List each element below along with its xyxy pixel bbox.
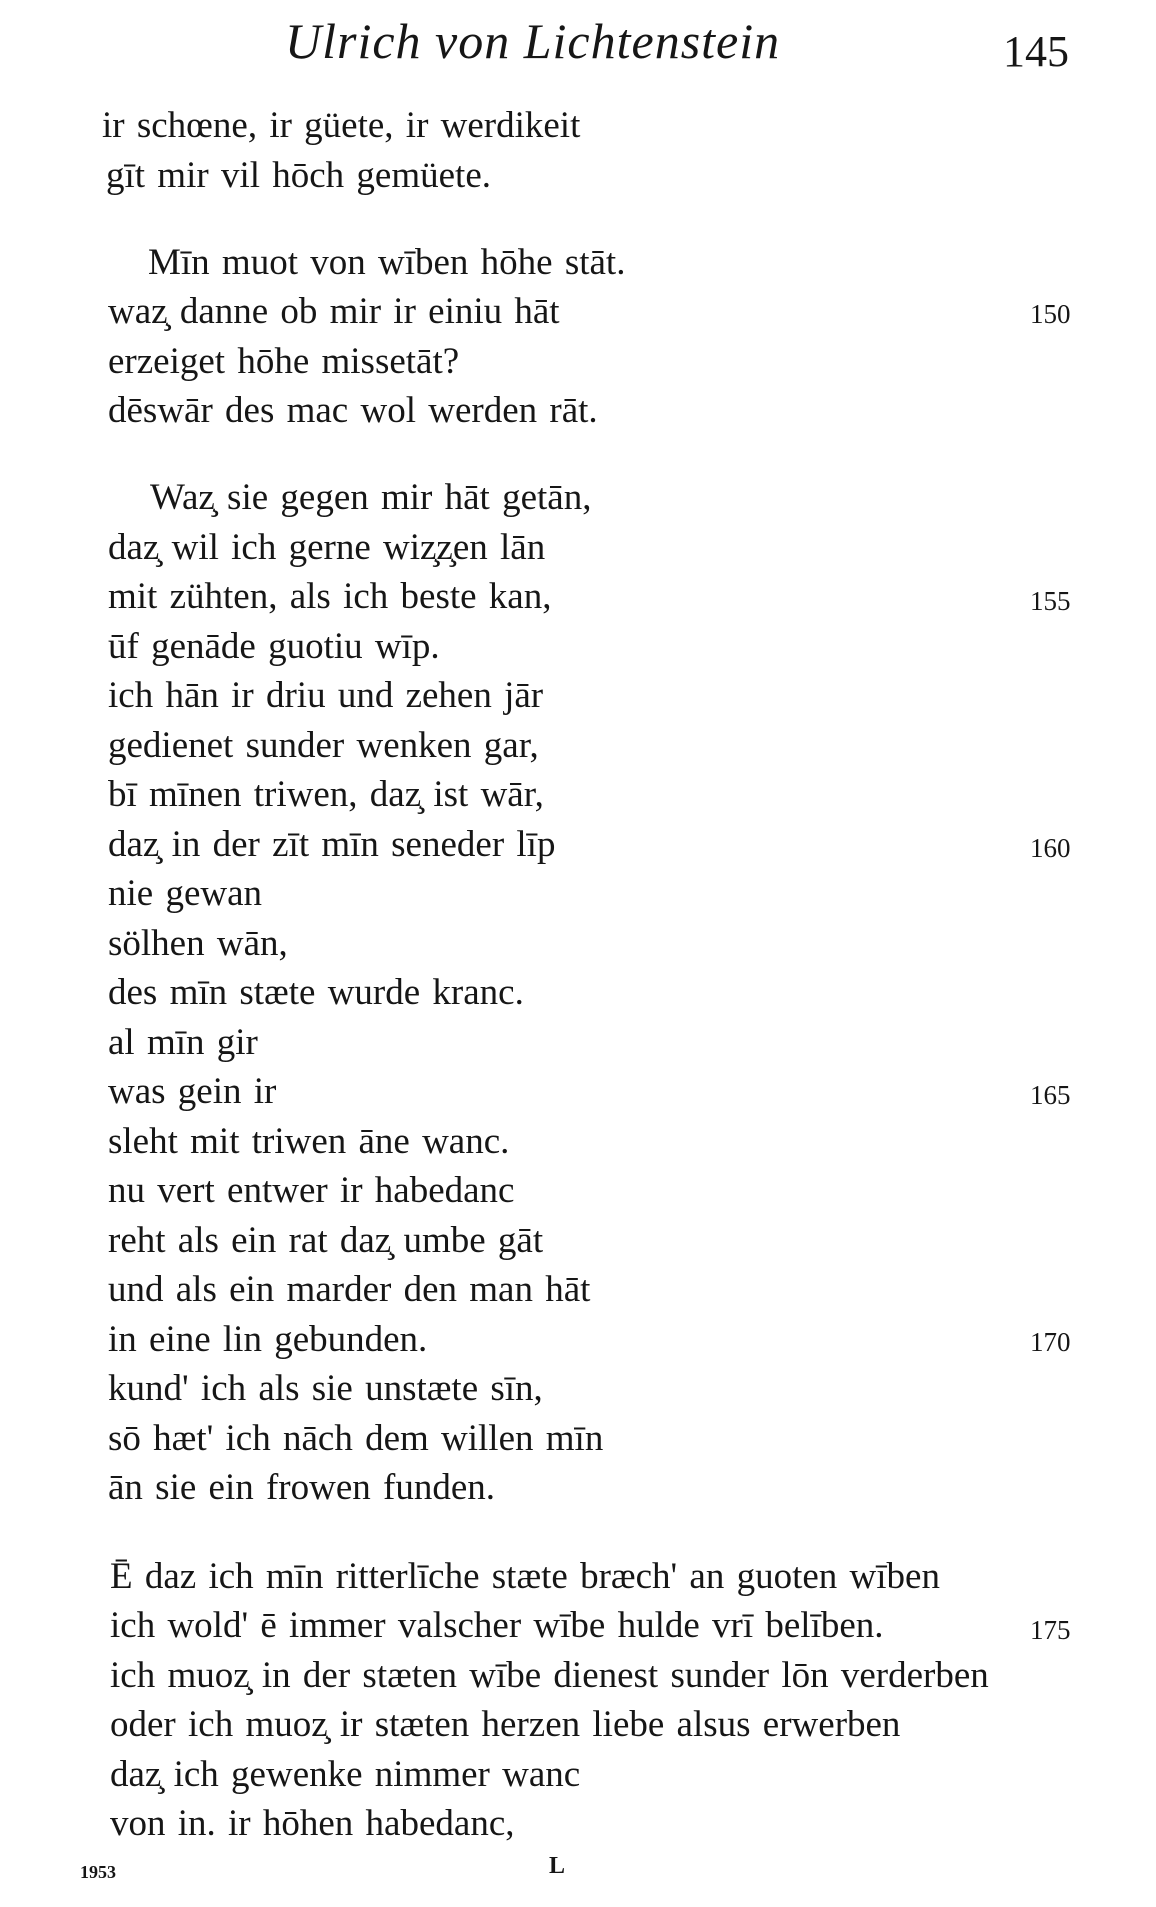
verse-line: daz̧ ich gewenke nimmer wanc bbox=[110, 1754, 581, 1795]
line-number: 175 bbox=[1030, 1615, 1071, 1645]
verse-line: Ē daz ich mīn ritterlīche stæte bræch' an guoten wīben bbox=[110, 1556, 940, 1597]
verse-line: des mīn stæte wurde kranc. bbox=[108, 972, 524, 1013]
signature-mark: L bbox=[549, 1853, 566, 1879]
verse-line: Waz̧ sie gegen mir hāt getān, bbox=[150, 477, 592, 518]
verse-line: daz̧ in der zīt mīn seneder līp bbox=[108, 824, 556, 865]
verse-line: gīt mir vil hōch gemüete. bbox=[106, 155, 491, 196]
line-number: 165 bbox=[1030, 1080, 1071, 1110]
verse-line: ich wold' ē immer valscher wībe hulde vrī belīben. bbox=[110, 1605, 884, 1646]
verse-line: dēswār des mac wol werden rāt. bbox=[108, 390, 598, 431]
verse-line: nie gewan bbox=[108, 873, 263, 914]
line-number: 155 bbox=[1030, 586, 1071, 616]
page-number: 145 bbox=[1003, 27, 1069, 76]
verse-line: waz̧ danne ob mir ir einiu hāt bbox=[108, 291, 560, 332]
running-title: Ulrich von Lichtenstein bbox=[285, 13, 781, 69]
verse-line: sleht mit triwen āne wanc. bbox=[108, 1121, 510, 1162]
line-number: 160 bbox=[1030, 833, 1071, 863]
verse-line: und als ein marder den man hāt bbox=[108, 1269, 591, 1310]
verse-line: ūf genāde guotiu wīp. bbox=[108, 626, 440, 667]
verse-line: in eine lin gebunden. bbox=[108, 1319, 428, 1360]
footer-signature: 1953 bbox=[80, 1862, 116, 1882]
line-number: 170 bbox=[1030, 1327, 1071, 1357]
verse-line: was gein ir bbox=[108, 1071, 277, 1112]
verse-line: von in. ir hōhen habedanc, bbox=[110, 1803, 515, 1844]
verse-line: ān sie ein frowen funden. bbox=[108, 1467, 496, 1508]
verse-line: al mīn gir bbox=[108, 1022, 258, 1063]
verse-line: reht als ein rat daz̧ umbe gāt bbox=[108, 1220, 544, 1261]
verse-line: daz̧ wil ich gerne wiz̧z̧en lān bbox=[108, 527, 546, 568]
line-number: 150 bbox=[1030, 299, 1071, 329]
verse-line: nu vert entwer ir habedanc bbox=[108, 1170, 515, 1211]
verse-line: bī mīnen triwen, daz̧ ist wār, bbox=[108, 774, 544, 815]
verse-line: mit zühten, als ich beste kan, bbox=[108, 576, 552, 617]
verse-line: gedienet sunder wenken gar, bbox=[108, 725, 539, 766]
verse-line: Mīn muot von wīben hōhe stāt. bbox=[148, 242, 626, 283]
verse-line: sō hæt' ich nāch dem willen mīn bbox=[108, 1418, 604, 1459]
verse-line: erzeiget hōhe missetāt? bbox=[108, 341, 460, 382]
verse-line: kund' ich als sie unstæte sīn, bbox=[108, 1368, 543, 1409]
verse-line: ich hān ir driu und zehen jār bbox=[108, 675, 544, 716]
verse-line: oder ich muoz̧ ir stæten herzen liebe alsus erwerben bbox=[110, 1704, 901, 1745]
verse-line: ich muoz̧ in der stæten wībe dienest sunder lōn verderben bbox=[110, 1655, 989, 1696]
verse-line: ir schœne, ir güete, ir werdikeit bbox=[102, 105, 581, 146]
verse-line: sölhen wān, bbox=[108, 923, 288, 964]
